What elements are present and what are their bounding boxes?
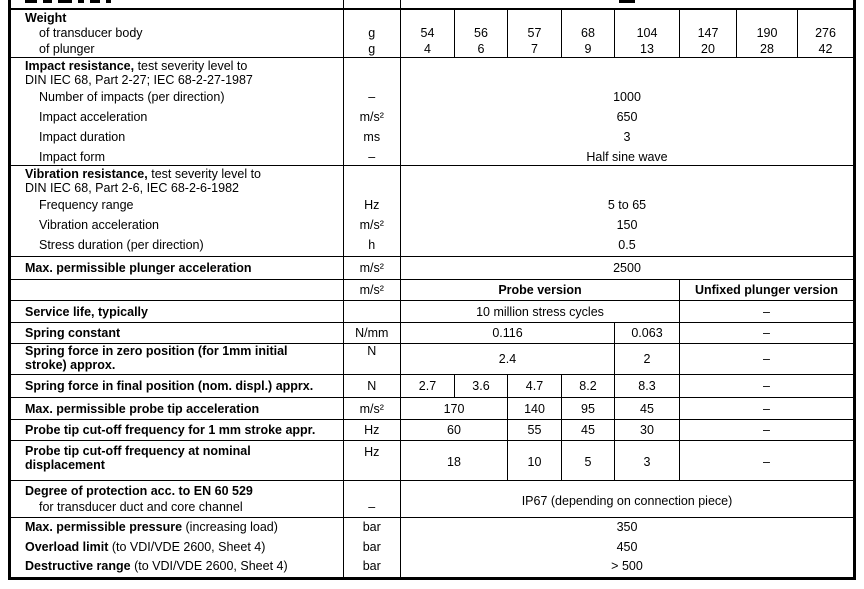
table-row-spring-constant [11, 323, 853, 344]
row-label: Max. permissible plunger acceleration [11, 257, 344, 279]
cell-value: 276 [815, 26, 836, 40]
cell-value: 350 [616, 520, 638, 534]
unit-label: m/s² [359, 110, 384, 124]
cell-value: – [763, 401, 770, 416]
row-label: Probe tip cut-off frequency for 1 mm stroke appr. [11, 420, 344, 440]
cell-value: 2 [615, 344, 680, 374]
table-cell [680, 10, 737, 57]
table-cell [737, 10, 798, 57]
vibration-label-cell [11, 166, 344, 256]
clipped-text-fragment [619, 0, 635, 3]
impact-title-rest: test severity level to [134, 59, 248, 73]
weight-title: Weight [25, 11, 67, 25]
unit-label: ms [363, 130, 381, 144]
vibration-item-label: Frequency range [39, 198, 134, 212]
spring-force-zero-values [401, 344, 853, 374]
unit-label: Hz [364, 198, 380, 212]
cell-value: 4 [424, 41, 431, 56]
row-label: Max. permissible probe tip acceleration [11, 398, 344, 419]
max-probe-tip-values [401, 398, 853, 419]
cell-value: 650 [616, 110, 638, 124]
table-row-vibration-resistance [11, 166, 853, 257]
cell-value: 8.2 [562, 375, 615, 397]
weight-unit-cell [344, 10, 402, 57]
cell-value: 10 million stress cycles [401, 301, 680, 322]
table-row-max-probe-tip-acceleration [11, 398, 853, 420]
cell-value: – [763, 454, 770, 469]
cell-value: 20 [701, 41, 715, 56]
pressure-values [401, 518, 853, 577]
unit-label: – [344, 481, 402, 517]
table-cell [615, 10, 680, 57]
cell-value: 3 [623, 130, 631, 144]
cell-value: 0.116 [401, 323, 615, 343]
cell-value: 18 [401, 441, 508, 480]
clipped-unit-cell [344, 0, 402, 8]
table-row-degree-of-protection [11, 481, 853, 518]
unit-label: – [368, 90, 376, 104]
clipped-text-fragment [106, 0, 111, 3]
unit-label: Hz [344, 420, 402, 440]
table-cell [401, 10, 455, 57]
row-label: Overload limit (to VDI/VDE 2600, Sheet 4) [25, 539, 266, 554]
cell-value: 5 to 65 [607, 198, 647, 212]
impact-item-label: Impact form [39, 150, 105, 164]
cell-value: – [763, 351, 770, 366]
cell-value: 42 [818, 41, 833, 56]
cell-value: 0.5 [618, 238, 636, 252]
row-label: Max. permissible pressure (increasing load) [25, 520, 278, 534]
clipped-label-cell [11, 0, 344, 10]
empty-unit-cell [344, 301, 402, 322]
impact-label-cell [11, 58, 344, 165]
cell-value: 190 [756, 26, 778, 40]
table-row-spring-force-final [11, 375, 853, 398]
unit-label: N [344, 344, 402, 374]
weight-values [401, 10, 853, 57]
unit-label: bar [362, 520, 381, 534]
specification-table [8, 0, 856, 580]
cell-value: 45 [562, 420, 615, 440]
table-cell [798, 10, 853, 57]
vibration-item-label: Stress duration (per direction) [39, 238, 204, 252]
service-life-values [401, 301, 853, 322]
cell-value: 2.4 [401, 344, 615, 374]
table-row-spring-force-zero [11, 344, 853, 375]
row-label: Service life, typically [11, 301, 344, 322]
unit-label: bar [362, 539, 381, 554]
vibration-title [25, 166, 343, 195]
unit-label: Hz [344, 441, 402, 480]
protection-title: Degree of protection acc. to EN 60 529 [25, 484, 253, 498]
cell-value: 57 [527, 26, 542, 40]
cell-value: 60 [401, 420, 508, 440]
cell-value: 1000 [613, 90, 641, 104]
cell-value: 30 [615, 420, 680, 440]
vibration-title-rest: test severity level to [147, 167, 261, 181]
empty-label-cell [11, 280, 344, 300]
protection-label-cell [11, 481, 344, 517]
cell-value: Half sine wave [586, 150, 668, 164]
clipped-text-fragment [90, 0, 100, 3]
cell-value: 0.063 [615, 323, 680, 343]
impact-title-line2: DIN IEC 68, Part 2-27; IEC 68-2-27-1987 [25, 72, 253, 87]
table-row-service-life [11, 301, 853, 323]
unit-label: N/mm [344, 323, 402, 343]
vibration-unit-cell [344, 166, 402, 256]
impact-item-label: Number of impacts (per direction) [39, 90, 225, 104]
pressure-unit-cell [344, 518, 402, 577]
protection-sub-label: for transducer duct and core channel [39, 500, 243, 514]
unit-label: g [368, 41, 376, 56]
row-label: Spring force in zero position (for 1mm initial stroke) approx. [25, 344, 288, 372]
cell-value: 104 [636, 26, 658, 40]
cell-value: 170 [401, 398, 508, 419]
clipped-value-cell [401, 0, 853, 8]
impact-unit-cell [344, 58, 402, 165]
cutoff-nominal-values [401, 441, 853, 480]
vibration-item-label: Vibration acceleration [39, 218, 159, 232]
cell-value: 28 [760, 41, 774, 56]
unit-label: h [368, 238, 376, 252]
cell-value: – [763, 423, 770, 437]
unfixed-plunger-version-header: Unfixed plunger version [694, 283, 839, 297]
cell-value: > 500 [611, 559, 643, 573]
table-row-weight [11, 10, 853, 58]
probe-version-header: Probe version [401, 280, 680, 300]
impact-title [25, 58, 343, 87]
clipped-text-fragment [25, 0, 37, 3]
vibration-title-line2: DIN IEC 68, Part 2-6, IEC 68-2-6-1982 [25, 180, 239, 195]
impact-values [401, 58, 853, 165]
table-row-pressure-block [11, 518, 853, 577]
impact-item-label: Impact acceleration [39, 110, 148, 124]
cell-value: 56 [474, 26, 488, 40]
row-label: Probe tip cut-off frequency at nominal displacement [25, 444, 251, 472]
cell-value: 5 [562, 441, 615, 480]
unit-label: bar [362, 559, 381, 573]
cell-value: 147 [697, 26, 719, 40]
table-row-impact-resistance [11, 58, 853, 166]
row-label: Spring force in final position (nom. displ.) apprx. [11, 375, 344, 397]
cell-value: 10 [508, 441, 562, 480]
spring-force-final-values [401, 375, 853, 397]
spring-constant-values [401, 323, 853, 343]
unit-label: N [344, 375, 402, 397]
table-cell [455, 10, 508, 57]
cell-value: 9 [584, 41, 592, 56]
clipped-text-fragment [78, 0, 84, 3]
cell-value: 4.7 [508, 375, 562, 397]
cell-value: 54 [420, 26, 435, 40]
cell-value: 45 [615, 398, 680, 419]
unit-label: m/s² [359, 218, 384, 232]
table-row-cutoff-1mm [11, 420, 853, 441]
unit-label: – [368, 150, 376, 164]
cell-value: 8.3 [615, 375, 680, 397]
cell-value: 55 [508, 420, 562, 440]
row-label-cell [11, 344, 344, 374]
vibration-values [401, 166, 853, 256]
weight-sub-label: of transducer body [39, 26, 143, 40]
cell-value: 95 [562, 398, 615, 419]
unit-label: g [368, 26, 376, 40]
cell-value: – [763, 304, 770, 319]
table-row-version-header [11, 280, 853, 301]
table-cell [508, 10, 562, 57]
cell-value: – [763, 379, 770, 393]
cell-value: 140 [508, 398, 562, 419]
weight-sub-label: of plunger [39, 41, 95, 56]
unit-label: m/s² [344, 280, 402, 300]
vibration-title-bold: Vibration resistance, [25, 167, 148, 181]
cell-value: 3.6 [455, 375, 508, 397]
cell-value: 2.7 [401, 375, 455, 397]
cell-value: 3 [615, 441, 680, 480]
cell-value: 150 [616, 218, 638, 232]
cell-value: 13 [640, 41, 654, 56]
cell-value: 450 [616, 539, 638, 554]
cutoff-1mm-values [401, 420, 853, 440]
clipped-text-fragment [43, 0, 52, 3]
impact-title-bold: Impact resistance, [25, 59, 135, 73]
table-row-max-plunger-acceleration [11, 257, 853, 280]
impact-item-label: Impact duration [39, 130, 126, 144]
clipped-text-fragment [58, 0, 72, 3]
cell-value: 7 [531, 41, 538, 56]
cell-value: – [763, 326, 770, 340]
row-label: Spring constant [11, 323, 344, 343]
weight-label-cell [11, 10, 344, 57]
row-label: Destructive range (to VDI/VDE 2600, Sheet 4) [25, 559, 288, 573]
table-row-clipped [11, 0, 853, 10]
cell-value: 6 [477, 41, 485, 56]
table-cell [562, 10, 615, 57]
unit-label: m/s² [344, 257, 402, 279]
pressure-label-cell [11, 518, 344, 577]
row-label-cell [11, 441, 344, 480]
unit-label: m/s² [344, 398, 402, 419]
cell-value: 68 [581, 26, 595, 40]
version-header-cells [401, 280, 853, 300]
table-row-cutoff-nominal [11, 441, 853, 481]
cell-value: 2500 [613, 261, 641, 275]
cell-value: IP67 (depending on connection piece) [521, 494, 733, 508]
